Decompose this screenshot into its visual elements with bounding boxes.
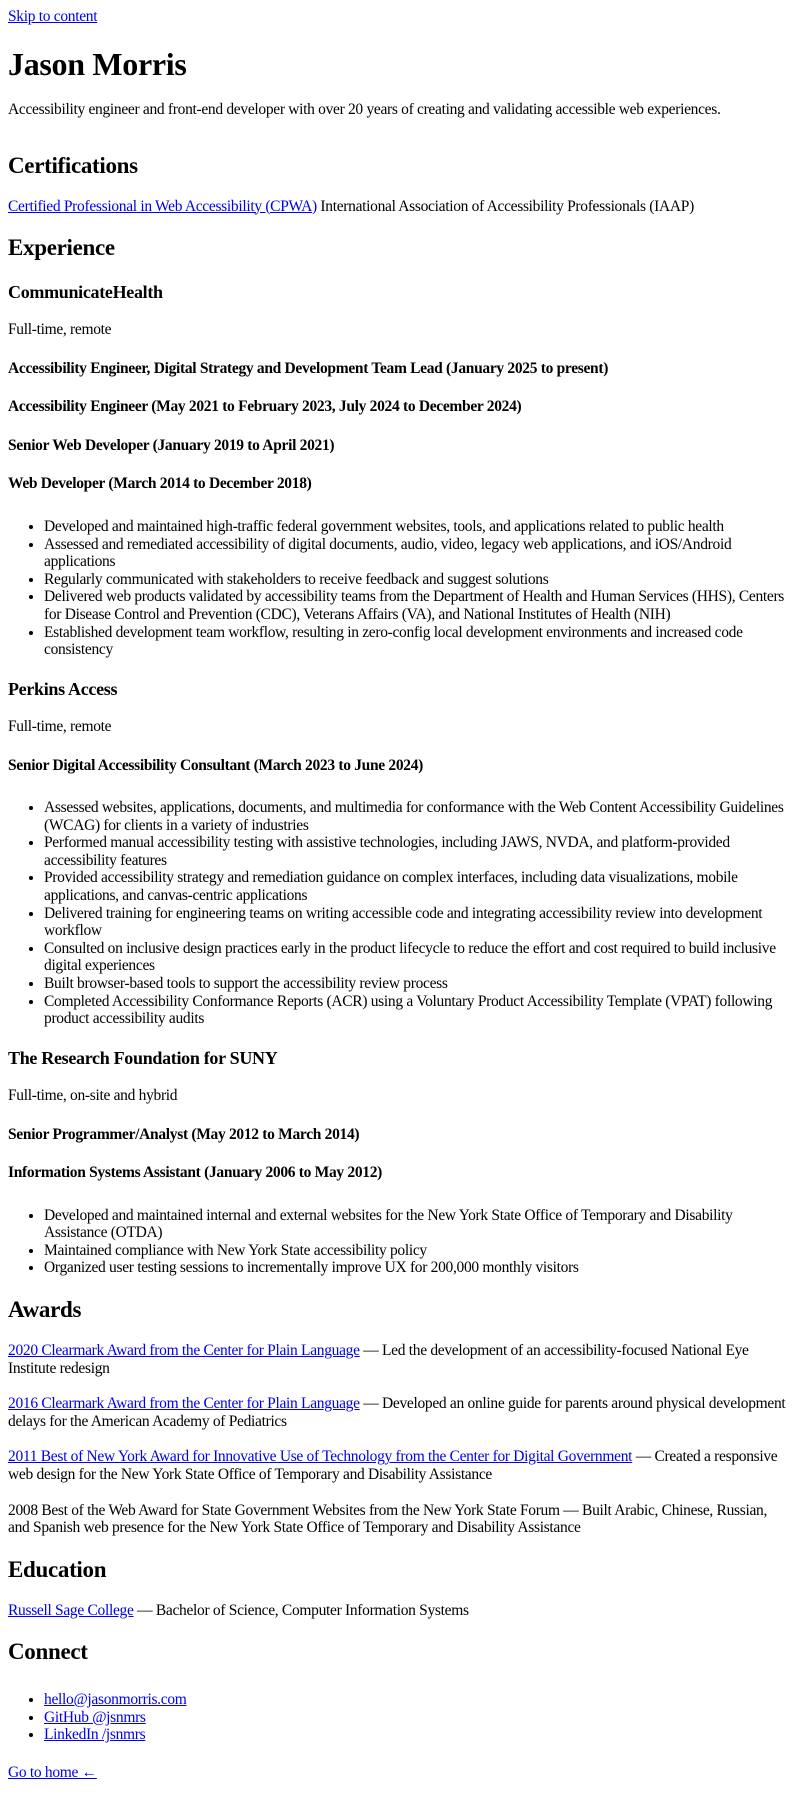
job-arrangement: Full-time, remote: [8, 717, 112, 735]
job-bullet: • Developed and maintained internal and external websites for the New York State Office of Temporary and Disability Assistance (OTDA): [44, 1207, 792, 1242]
job-title: Senior Web Developer (January 2019 to April 2021): [8, 436, 335, 454]
job-bullet: • Regularly communicated with stakeholders to receive feedback and suggest solutions: [44, 571, 792, 589]
award-description: 2008 Best of the Web Award for State Government Websites from the New York State Forum — Built Arabic, Chinese, Russian, and Spanish web presence for the New York State Office of Temporary and Disability Assistance: [8, 1501, 768, 1537]
job-title: Senior Programmer/Analyst (May 2012 to March 2014): [8, 1125, 360, 1143]
russell-sage-college-link[interactable]: Russell Sage College: [8, 1601, 134, 1619]
email-link[interactable]: hello@jasonmorris.com: [44, 1691, 187, 1709]
award-description: — Developed an online guide for parents around physical development delays for the American Academy of Pediatrics: [8, 1395, 786, 1430]
job-title: Web Developer (March 2014 to December 2018): [8, 475, 312, 493]
job-bullet: • Delivered training for engineering teams on writing accessible code and integrating accessibility review into development workflow: [44, 905, 792, 940]
cpwa-link[interactable]: Certified Professional in Web Accessibility (CPWA): [8, 197, 317, 215]
award-link-2020-clearmark[interactable]: 2020 Clearmark Award from the Center for Plain Language: [8, 1341, 360, 1359]
job-title: Information Systems Assistant (January 2006 to May 2012): [8, 1164, 383, 1182]
education-item: [8, 1602, 792, 1620]
list-item: [44, 1709, 792, 1727]
job-bullet: • Performed manual accessibility testing with assistive technologies, including JAWS, NVDA, and platform-provided accessibility features: [44, 834, 792, 869]
job-bullet: • Assessed and remediated accessibility of digital documents, audio, video, legacy web applications, and iOS/Android applications: [44, 536, 792, 571]
skip-link-wrap: [8, 8, 792, 26]
tagline: Accessibility engineer and front-end developer with over 20 years of creating and validating accessible web experiences.: [8, 101, 721, 118]
award-item: [8, 1395, 792, 1430]
award-link-2016-clearmark[interactable]: 2016 Clearmark Award from the Center for Plain Language: [8, 1395, 360, 1413]
github-link[interactable]: GitHub @jsnmrs: [44, 1708, 146, 1726]
experience-heading: Experience: [8, 235, 115, 261]
linkedin-link[interactable]: LinkedIn /jsnmrs: [44, 1726, 146, 1744]
award-link-2011-best-of-new-york[interactable]: 2011 Best of New York Award for Innovative Use of Technology from the Center for Digital Government: [8, 1448, 633, 1466]
go-to-home-link[interactable]: Go to home ←: [8, 1763, 97, 1781]
certification-item: [8, 198, 792, 216]
job-title: Accessibility Engineer, Digital Strategy and Development Team Lead (January 2025 to present): [8, 359, 609, 377]
job-bullet: • Completed Accessibility Conformance Reports (ACR) using a Voluntary Product Accessibility Template (VPAT) following product accessibility audits: [44, 993, 792, 1028]
job-arrangement: Full-time, remote: [8, 321, 112, 339]
page-title: Jason Morris: [8, 45, 187, 82]
job-bullet: • Developed and maintained high-traffic federal government websites, tools, and applications related to public health: [44, 518, 792, 536]
job-bullet: • Delivered web products validated by accessibility teams from the Department of Health and Human Services (HHS), Centers for Disease Control and Prevention (CDC), Veterans Affairs (VA), and National Institutes of Health (NIH): [44, 588, 792, 623]
award-description: — Created a responsive web design for the New York State Office of Temporary and Disability Assistance: [8, 1448, 778, 1483]
cpwa-issuer: International Association of Accessibility Professionals (IAAP): [316, 197, 694, 215]
award-description: — Led the development of an accessibility-focused National Eye Institute redesign: [8, 1341, 749, 1377]
job-bullet: • Built browser-based tools to support the accessibility review process: [44, 975, 792, 993]
job-title: Accessibility Engineer (May 2021 to February 2023, July 2024 to December 2024): [8, 398, 522, 416]
company-heading-perkins-access: Perkins Access: [8, 678, 118, 699]
awards-heading: Awards: [8, 1297, 82, 1323]
job-bullet: • Maintained compliance with New York State accessibility policy: [44, 1242, 792, 1260]
job-bullet-list: [8, 799, 792, 1028]
list-item: [44, 1726, 792, 1744]
footer: [8, 1764, 792, 1782]
job-bullet-list: [8, 518, 792, 659]
job-arrangement: Full-time, on-site and hybrid: [8, 1086, 178, 1104]
company-heading-communicatehealth: CommunicateHealth: [8, 282, 163, 302]
award-item: [8, 1342, 792, 1377]
job-bullet: • Established development team workflow, resulting in zero-config local development environments and increased code consistency: [44, 624, 792, 659]
education-heading: Education: [8, 1556, 107, 1582]
degree-text: — Bachelor of Science, Computer Information Systems: [133, 1601, 469, 1619]
job-title: Senior Digital Accessibility Consultant (March 2023 to June 2024): [8, 756, 424, 774]
list-item: [44, 1691, 792, 1709]
certifications-heading: Certifications: [8, 152, 138, 178]
job-bullet: • Assessed websites, applications, documents, and multimedia for conformance with the Web Content Accessibility Guidelines (WCAG) for clients in a variety of industries: [44, 799, 792, 834]
job-bullet: • Consulted on inclusive design practices early in the product lifecycle to reduce the effort and cost required to build inclusive digital experiences: [44, 940, 792, 975]
connect-list: [8, 1691, 792, 1744]
job-bullet: • Provided accessibility strategy and remediation guidance on complex interfaces, including data visualizations, mobile applications, and canvas-centric applications: [44, 869, 792, 904]
award-item: [8, 1448, 792, 1483]
award-item: [8, 1502, 792, 1537]
job-bullet: • Organized user testing sessions to incrementally improve UX for 200,000 monthly visitors: [44, 1259, 792, 1277]
job-bullet-list: [8, 1207, 792, 1277]
skip-to-content-link[interactable]: Skip to content: [8, 8, 98, 25]
connect-heading: Connect: [8, 1639, 88, 1665]
company-heading-research-foundation-suny: The Research Foundation for SUNY: [8, 1047, 278, 1068]
